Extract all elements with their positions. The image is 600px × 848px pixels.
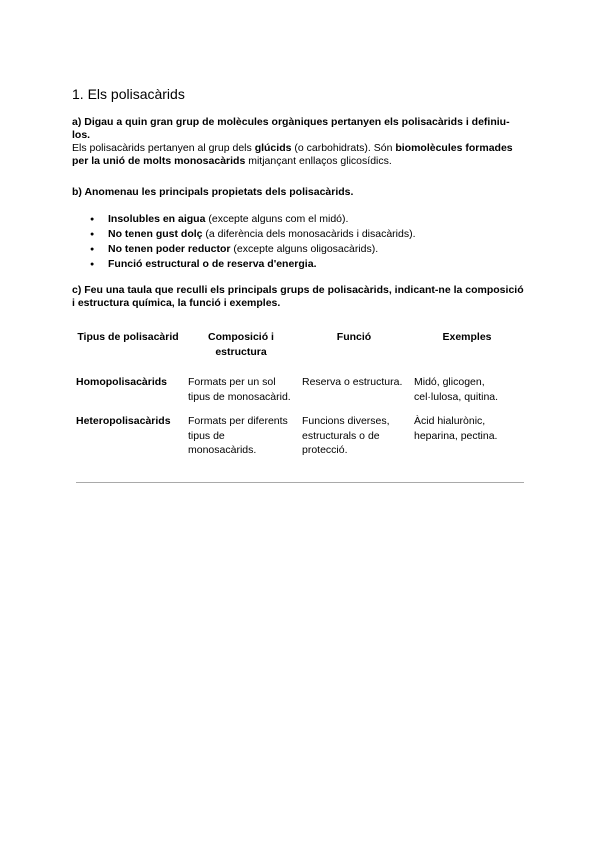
question-b-block bbox=[72, 186, 524, 272]
list-item-bold: No tenen gust dolç bbox=[108, 228, 203, 240]
list-item-bold: Funció estructural o de reserva d'energia. bbox=[108, 258, 317, 270]
question-c-block bbox=[72, 284, 524, 310]
column-header: Composició i estructura bbox=[208, 331, 274, 358]
table-cell: Funcions diverses, estructurals o de protecció. bbox=[302, 415, 390, 456]
horizontal-rule bbox=[76, 482, 524, 483]
list-item-text: (excepte alguns com el midó). bbox=[205, 213, 349, 225]
answer-a-text-2: (o carbohidrats). Són bbox=[291, 142, 396, 154]
column-header: Exemples bbox=[442, 331, 492, 343]
list-item bbox=[72, 242, 524, 257]
answer-a bbox=[72, 142, 524, 168]
table-cell: Reserva o estructura. bbox=[302, 376, 403, 388]
answer-a-bold-2: biomolècules formades per la unió de molts monosacàrids bbox=[72, 142, 513, 167]
polysaccharides-table bbox=[72, 330, 524, 468]
table-header-row bbox=[72, 330, 524, 375]
list-item bbox=[72, 212, 524, 227]
table-row bbox=[72, 414, 524, 468]
answer-a-text-3: mitjançant enllaços glicosídics. bbox=[245, 155, 392, 167]
section-heading: 1. Els polisacàrids bbox=[72, 86, 185, 102]
table-cell: Homopolisacàrids bbox=[76, 376, 168, 388]
answer-a-bold-1: glúcids bbox=[254, 142, 292, 154]
properties-list bbox=[72, 212, 524, 272]
list-item-text: (a diferència dels monosacàrids i disacàrids). bbox=[202, 228, 416, 240]
list-item-bold: Insolubles en aigua bbox=[108, 213, 206, 225]
question-c: c) Feu una taula que reculli els principals grups de polisacàrids, indicant-ne la composició i estructura química, la funció i exemples. bbox=[72, 284, 524, 309]
column-header: Tipus de polisacàrid bbox=[77, 331, 179, 343]
table-cell: Formats per un sol tipus de monosacàrid. bbox=[188, 376, 291, 403]
column-header: Funció bbox=[336, 331, 372, 343]
table-cell: Heteropolisacàrids bbox=[76, 415, 171, 427]
table-cell: Àcid hialurònic, heparina, pectina. bbox=[414, 415, 498, 442]
question-a: a) Digau a quin gran grup de molècules orgàniques pertanyen els polisacàrids i definiu-los. bbox=[72, 116, 510, 141]
list-item bbox=[72, 257, 524, 272]
list-item-text: (excepte alguns oligosacàrids). bbox=[230, 243, 379, 255]
list-item bbox=[72, 227, 524, 242]
table-cell: Formats per diferents tipus de monosacàrids. bbox=[188, 415, 288, 456]
table-row bbox=[72, 375, 524, 414]
question-a-block bbox=[72, 116, 524, 168]
list-item-bold: No tenen poder reductor bbox=[108, 243, 231, 255]
question-b: b) Anomenau les principals propietats dels polisacàrids. bbox=[72, 186, 354, 198]
table-cell: Midó, glicogen, cel·lulosa, quitina. bbox=[414, 376, 499, 403]
answer-a-text-1: Els polisacàrids pertanyen al grup dels bbox=[72, 142, 255, 154]
